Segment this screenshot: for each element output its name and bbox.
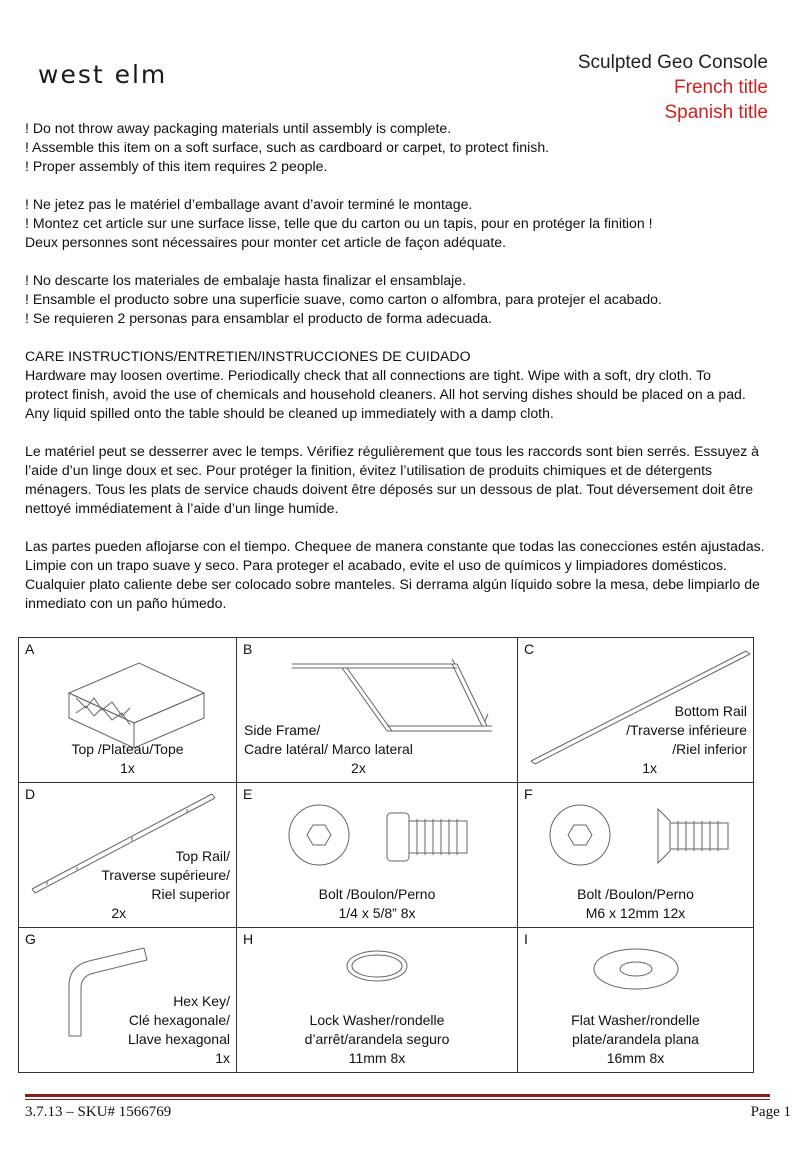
bolt-e-drawing xyxy=(287,801,487,873)
part-label-h xyxy=(237,1011,517,1068)
care-fr-2: l’aide d’un linge doux et sec. Pour protéger la finition, évitez l’utilisation de produits chimiques et de détergents xyxy=(25,462,713,478)
label-line: Bolt /Boulon/Perno xyxy=(577,886,694,902)
part-cell-b xyxy=(237,638,518,783)
label-line: Hex Key/ xyxy=(173,993,230,1009)
warning-en-2: ! Assemble this item on a soft surface, such as cardboard or carpet, to protect finish. xyxy=(25,139,550,155)
care-fr-4: nettoyé immédiatement à l’aide d’un linge humide. xyxy=(25,500,339,516)
part-label-b xyxy=(244,721,413,778)
label-line: Llave hexagonal xyxy=(128,1031,230,1047)
part-letter: H xyxy=(243,931,254,947)
footer-rule-thin xyxy=(25,1099,770,1100)
warning-es-1: ! No descarte los materiales de embalaje hasta finalizar el ensamblaje. xyxy=(25,272,467,288)
part-label-c xyxy=(626,702,747,778)
brand-logo: west elm xyxy=(38,60,168,89)
care-fr-3: ménagers. Tous les plats de service chauds doivent être déposés sur un dessous de plat. Tout déversement doit être xyxy=(25,481,754,497)
label-line: Side Frame/ xyxy=(244,722,321,738)
lock-washer-drawing xyxy=(342,946,412,986)
label-line: M6 x 12mm 12x xyxy=(585,905,686,921)
care-es-4: inmediato con un paño húmedo. xyxy=(25,595,227,611)
part-letter: I xyxy=(524,931,528,947)
label-line: Bolt /Boulon/Perno xyxy=(318,886,436,902)
part-label-d xyxy=(101,847,230,923)
part-cell-f xyxy=(518,783,754,928)
title-block xyxy=(578,50,768,125)
flat-washer-drawing xyxy=(591,944,681,994)
label-line: /Traverse inférieure xyxy=(626,722,747,738)
label-line: 2x xyxy=(111,905,127,921)
part-cell-d xyxy=(19,783,237,928)
spanish-title: Spanish title xyxy=(664,102,768,123)
bolt-f-drawing xyxy=(548,801,748,873)
warning-fr-1: ! Ne jetez pas le matériel d’emballage avant d’avoir terminé le montage. xyxy=(25,196,473,212)
label-line: Traverse supérieure/ xyxy=(101,867,230,883)
part-label-a xyxy=(19,740,236,778)
part-cell-e xyxy=(237,783,518,928)
label-line: 1x xyxy=(642,760,657,776)
care-en-3: Any liquid spilled onto the table should be cleaned up immediately with a damp cloth. xyxy=(25,405,554,421)
parts-table xyxy=(18,637,754,1073)
part-cell-g xyxy=(19,928,237,1073)
part-letter: A xyxy=(25,641,35,657)
part-cell-c xyxy=(518,638,754,783)
label-line: d’arrêt/arandela seguro xyxy=(304,1031,450,1047)
part-letter: G xyxy=(25,931,36,947)
part-letter: B xyxy=(243,641,253,657)
care-heading: CARE INSTRUCTIONS/ENTRETIEN/INSTRUCCIONES DE CUIDADO xyxy=(25,348,471,364)
footer-rule xyxy=(25,1094,770,1097)
label-line: 1x xyxy=(215,1050,230,1066)
label-line: 1/4 x 5/8” 8x xyxy=(338,905,416,921)
warning-es-2: ! Ensamble el producto sobre una superficie suave, como carton o alfombra, para protejer el acabado. xyxy=(25,291,662,307)
part-cell-a xyxy=(19,638,237,783)
label-line: Bottom Rail xyxy=(674,703,747,719)
care-es-2: Limpie con un trapo suave y seco. Para proteger el acabado, evite el uso de químicos y limpiadores domésticos. xyxy=(25,557,727,573)
label-line: Flat Washer/rondelle xyxy=(571,1012,700,1028)
label-line: Top /Plateau/Tope xyxy=(71,741,184,757)
part-letter: F xyxy=(524,786,533,802)
part-cell-i xyxy=(518,928,754,1073)
footer-sku: 3.7.13 – SKU# 1566769 xyxy=(25,1104,172,1120)
care-fr-1: Le matériel peut se desserrer avec le temps. Vérifiez régulièrement que tous les raccords sont bien serrés. Essuyez à xyxy=(25,443,760,459)
label-line: /Riel inferior xyxy=(672,741,747,757)
warning-fr-2: ! Montez cet article sur une surface lisse, telle que du carton ou un tapis, pour en protéger la finition ! xyxy=(25,215,653,231)
label-line: plate/arandela plana xyxy=(572,1031,699,1047)
label-line: 16mm 8x xyxy=(606,1050,665,1066)
care-en-1: Hardware may loosen overtime. Periodically check that all connections are tight. Wipe with a soft, dry cloth. To xyxy=(25,367,711,383)
label-line: Clé hexagonale/ xyxy=(128,1012,230,1028)
care-en-2: protect finish, avoid the use of chemicals and household cleaners. All hot serving dishes should be placed on a pad. xyxy=(25,386,746,402)
label-line: Cadre latéral/ Marco lateral xyxy=(244,741,413,757)
part-label-e xyxy=(237,885,517,923)
part-label-g xyxy=(115,992,230,1068)
part-cell-h xyxy=(237,928,518,1073)
care-es-1: Las partes pueden aflojarse con el tiempo. Chequee de manera constante que todas las conecciones estén ajustadas. xyxy=(25,538,765,554)
part-label-f xyxy=(518,885,753,923)
warning-en-1: ! Do not throw away packaging materials until assembly is complete. xyxy=(25,120,452,136)
part-label-i xyxy=(518,1011,753,1068)
product-title: Sculpted Geo Console xyxy=(577,52,768,73)
label-line: 11mm 8x xyxy=(348,1050,406,1066)
label-line: Riel superior xyxy=(151,886,230,902)
footer-page-number: Page 1 xyxy=(750,1104,791,1120)
warning-fr-3: Deux personnes sont nécessaires pour monter cet article de façon adéquate. xyxy=(25,234,507,250)
label-line: Lock Washer/rondelle xyxy=(309,1012,445,1028)
french-title: French title xyxy=(674,77,768,98)
part-letter: E xyxy=(243,786,253,802)
label-line: Top Rail/ xyxy=(175,848,230,864)
warning-es-3: ! Se requieren 2 personas para ensamblar el producto de forma adecuada. xyxy=(25,310,492,326)
part-letter: D xyxy=(25,786,36,802)
label-line: 1x xyxy=(120,760,135,776)
instructions-body xyxy=(25,119,780,613)
warning-en-3: ! Proper assembly of this item requires 2 people. xyxy=(25,158,328,174)
label-line: 2x xyxy=(351,760,366,776)
console-top-drawing xyxy=(64,658,214,753)
part-letter: C xyxy=(524,641,535,657)
care-es-3: Cualquier plato caliente debe ser colocado sobre manteles. Si derrama algún líquido sobre la mesa, debe limpiarlo de xyxy=(25,576,760,592)
